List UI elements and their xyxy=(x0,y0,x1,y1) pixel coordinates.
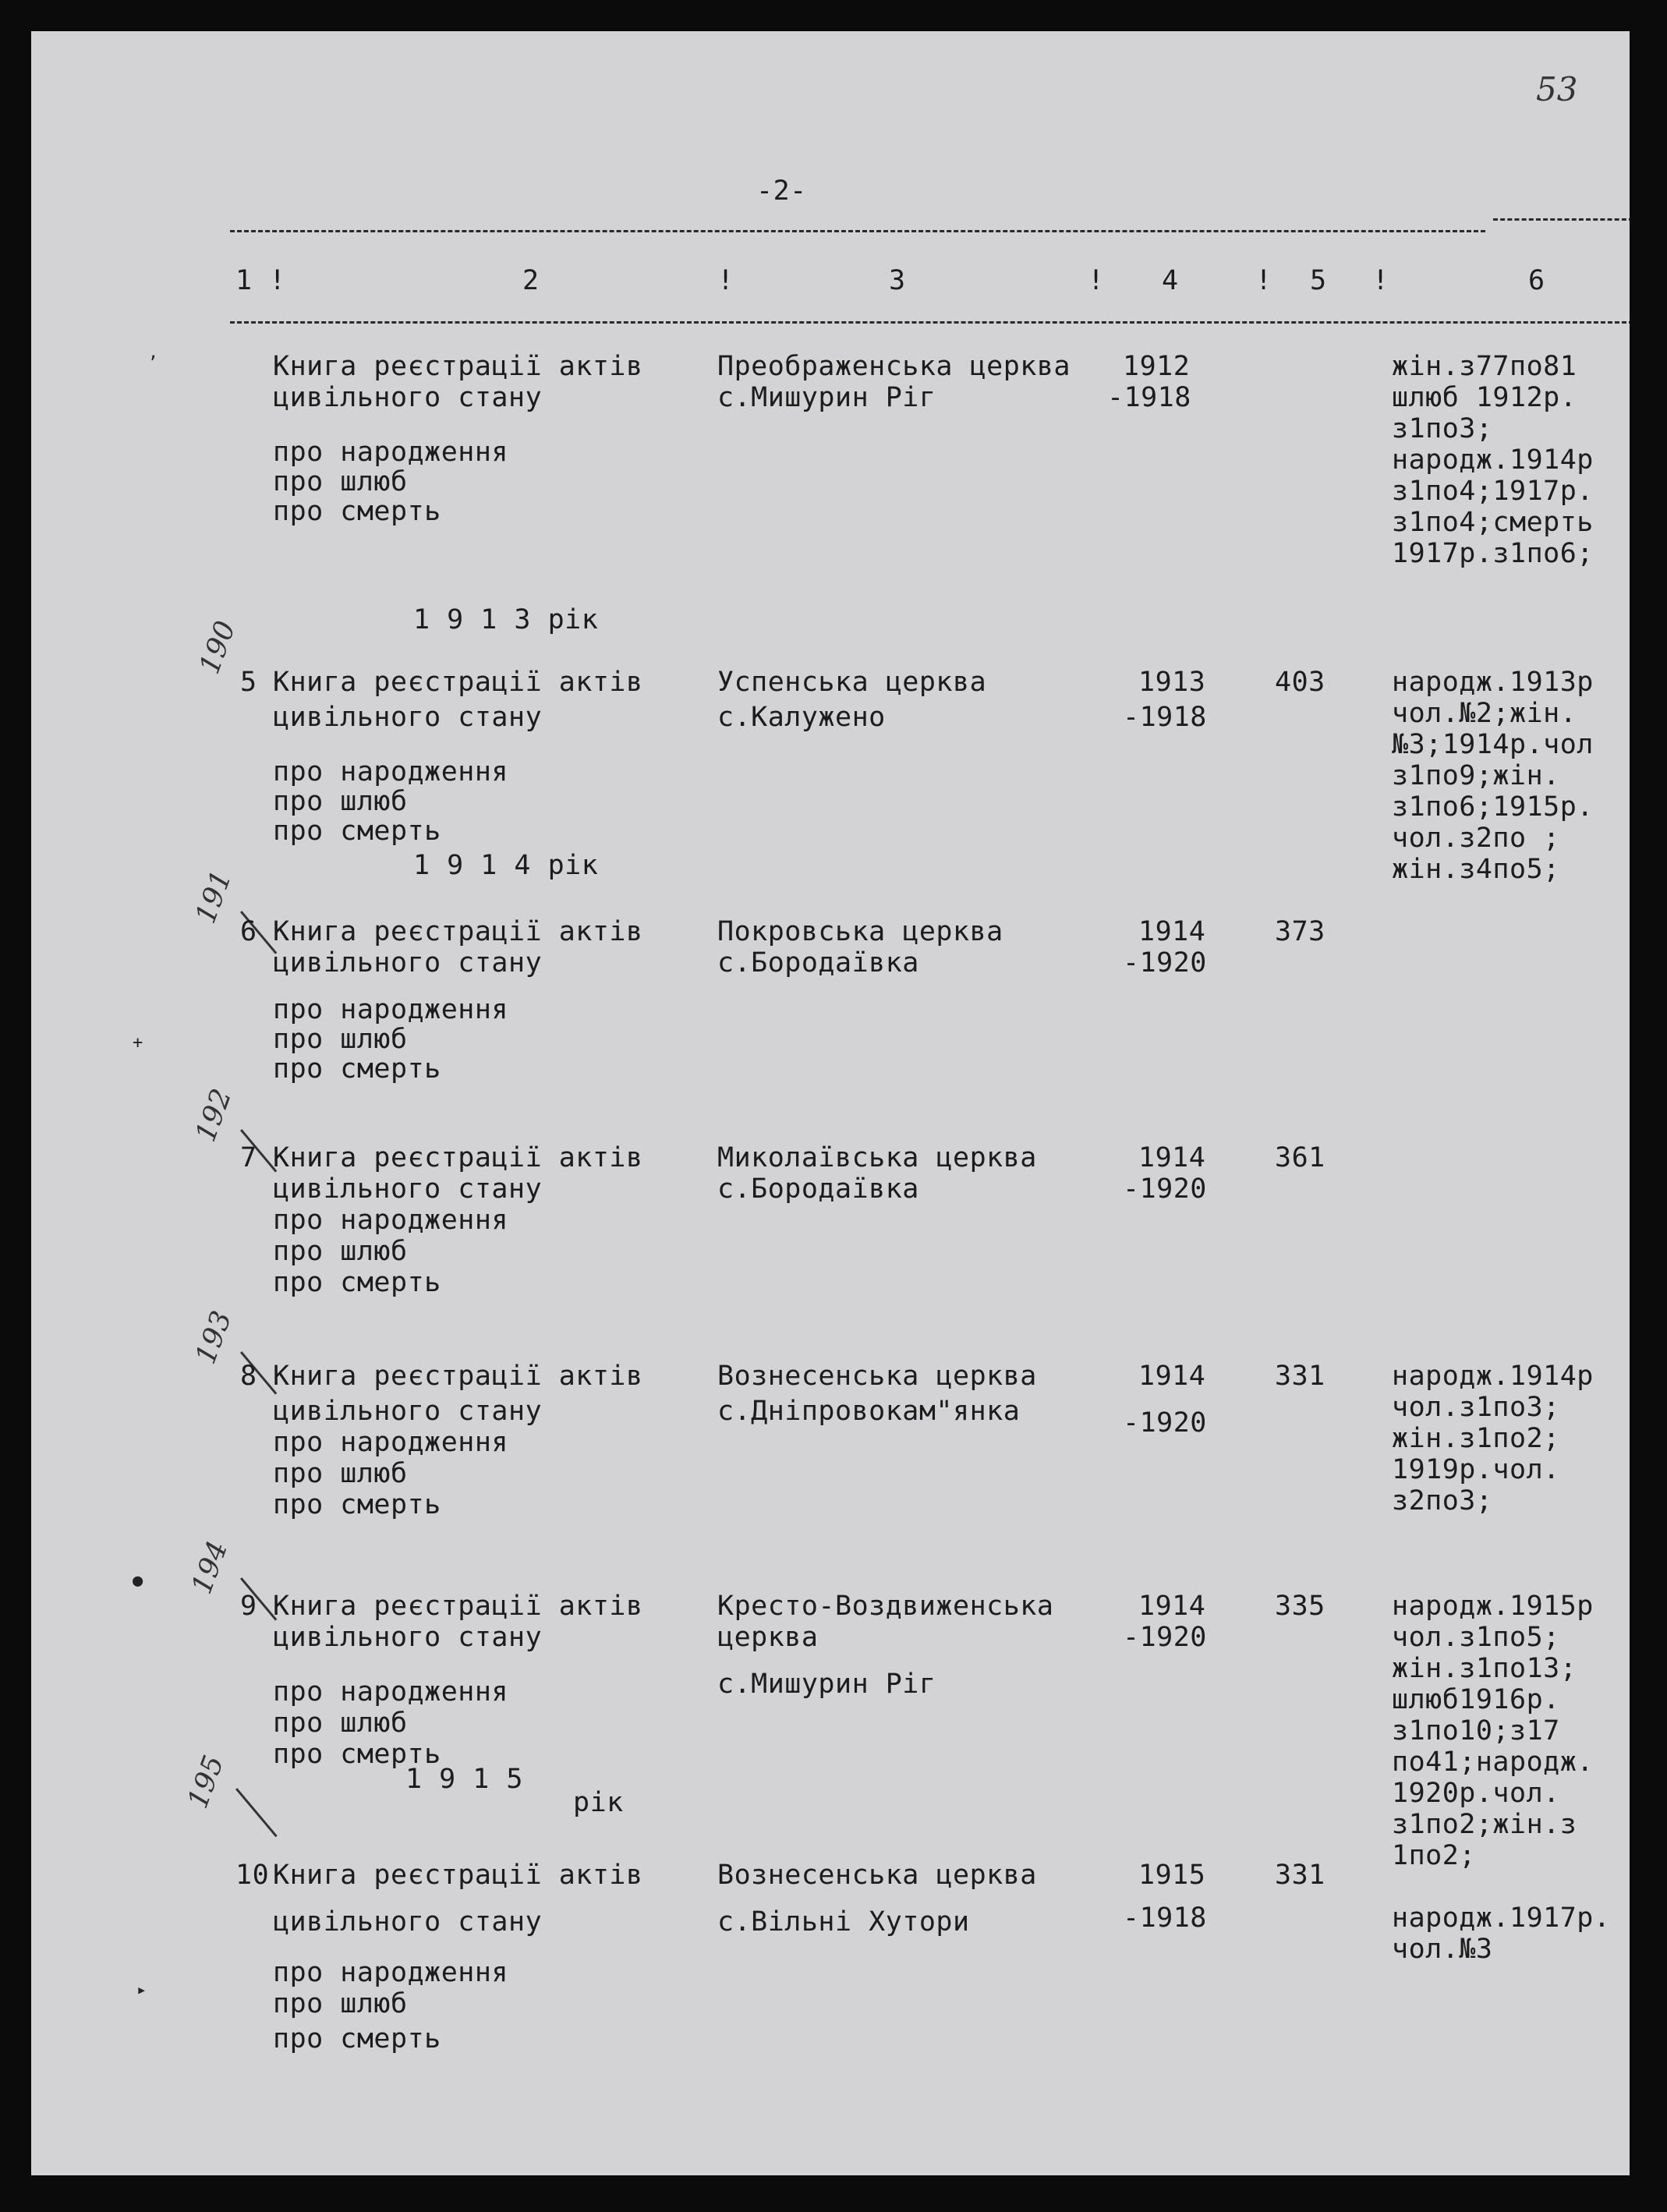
entry-date-start: 1914 xyxy=(1138,916,1206,947)
entry-title-line: Книга реєстрації актів xyxy=(273,1142,643,1173)
entry-title-line: цивільного стану xyxy=(273,947,543,979)
entry-pages: 403 xyxy=(1275,667,1325,698)
handwritten-number: 195 xyxy=(182,1751,231,1813)
entry-title-line: Книга реєстрації актів xyxy=(273,1860,643,1891)
entry-note: жін.з1по2; xyxy=(1392,1423,1560,1454)
entry-type: про смерть xyxy=(273,496,441,527)
entry-type: про смерть xyxy=(273,1267,441,1298)
entry-number: 8 xyxy=(240,1361,257,1392)
entry-note: чол.№2;жін. xyxy=(1392,698,1577,729)
margin-mark: ▸ xyxy=(136,1980,147,2000)
entry-church: Успенська церква xyxy=(717,667,987,698)
entry-church: с.Вільні Хутори xyxy=(717,1906,970,1938)
entry-note: з1по3; xyxy=(1392,413,1493,444)
header-sep-5: ! xyxy=(1372,265,1389,296)
header-col-5: 5 xyxy=(1310,265,1327,296)
entry-title-line: цивільного стану xyxy=(273,1906,543,1938)
margin-tick: , xyxy=(148,343,159,363)
entry-title-line: цивільного стану xyxy=(273,382,543,413)
entry-note: шлюб1916р. xyxy=(1392,1684,1560,1715)
year-heading-1915-word: рік xyxy=(573,1787,624,1818)
entry-note: чол.№3 xyxy=(1392,1934,1493,1965)
entry-date-start: 1914 xyxy=(1138,1591,1206,1622)
entry-type: про народження xyxy=(273,1957,509,1988)
entry-type: про шлюб xyxy=(273,1988,408,2019)
entry-church: Вознесенська церква xyxy=(717,1860,1037,1891)
entry-type: про народження xyxy=(273,1205,509,1236)
entry-church: Покровська церква xyxy=(717,916,1003,947)
header-col-1: 1 ! xyxy=(235,265,286,296)
entry-date-start: 1912 xyxy=(1123,351,1191,382)
entry-note: народж.1917р. xyxy=(1392,1902,1611,1934)
entry-type: про народження xyxy=(273,994,509,1025)
entry-pages: 331 xyxy=(1275,1361,1325,1392)
entry-church: с.Мишурин Ріг xyxy=(717,382,936,413)
header-sep-3: ! xyxy=(1088,265,1105,296)
entry-church: Вознесенська церква xyxy=(717,1361,1037,1392)
entry-title-line: цивільного стану xyxy=(273,1622,543,1653)
entry-pages: 361 xyxy=(1275,1142,1325,1173)
entry-church: с.Калужено xyxy=(717,702,886,733)
folio-number: 53 xyxy=(1536,70,1578,108)
entry-date-start: 1914 xyxy=(1138,1361,1206,1392)
entry-type: про народження xyxy=(273,756,509,787)
entry-note: з1по2;жін.з xyxy=(1392,1809,1577,1840)
top-rule xyxy=(230,230,1485,232)
entry-type: про шлюб xyxy=(273,1024,408,1055)
entry-date-end: -1918 xyxy=(1123,1902,1207,1934)
entry-note: з1по10;з17 xyxy=(1392,1715,1560,1747)
entry-note: народж.1915р xyxy=(1392,1591,1594,1622)
entry-number: 9 xyxy=(240,1591,257,1622)
entry-note: 1917р.з1по6; xyxy=(1392,538,1594,569)
entry-note: народж.1914р xyxy=(1392,444,1594,476)
entry-type: про шлюб xyxy=(273,1458,408,1489)
entry-pages: 335 xyxy=(1275,1591,1325,1622)
entry-date-end: -1918 xyxy=(1123,702,1207,733)
margin-mark: ● xyxy=(133,1571,143,1591)
entry-church: церква xyxy=(717,1622,819,1653)
entry-number: 10 xyxy=(235,1860,270,1891)
year-heading-1914: 1 9 1 4 рік xyxy=(413,850,599,881)
document-page xyxy=(31,31,1630,2175)
entry-date-start: 1915 xyxy=(1138,1860,1206,1891)
entry-type: про народження xyxy=(273,1427,509,1458)
header-sep-4: ! xyxy=(1255,265,1272,296)
handwritten-number: 190 xyxy=(193,617,242,678)
entry-note: жін.з77по81 xyxy=(1392,351,1577,382)
handwritten-slash xyxy=(235,1788,278,1837)
entry-note: 1919р.чол. xyxy=(1392,1454,1560,1485)
entry-pages: 331 xyxy=(1275,1860,1325,1891)
header-rule xyxy=(230,321,1630,324)
entry-note: шлюб 1912р. xyxy=(1392,382,1577,413)
entry-note: з1по4;1917р. xyxy=(1392,476,1594,507)
entry-church: с.Мишурин Ріг xyxy=(717,1669,936,1700)
entry-number: 7 xyxy=(240,1142,257,1173)
entry-note: народж.1914р xyxy=(1392,1361,1594,1392)
entry-note: з2по3; xyxy=(1392,1485,1493,1517)
entry-date-end: -1920 xyxy=(1123,1622,1207,1653)
margin-tick: + xyxy=(133,1033,143,1053)
entry-type: про смерть xyxy=(273,1739,441,1770)
entry-type: про смерть xyxy=(273,816,441,847)
entry-date-start: 1913 xyxy=(1138,667,1206,698)
entry-note: з1по9;жін. xyxy=(1392,760,1560,791)
entry-title-line: Книга реєстрації актів xyxy=(273,1591,643,1622)
entry-title-line: цивільного стану xyxy=(273,702,543,733)
entry-type: про шлюб xyxy=(273,466,408,497)
entry-note: 1920р.чол. xyxy=(1392,1778,1560,1809)
entry-title-line: цивільного стану xyxy=(273,1173,543,1205)
entry-church: Кресто-Воздвиженська xyxy=(717,1591,1054,1622)
entry-type: про шлюб xyxy=(273,1236,408,1267)
entry-note: №3;1914р.чол xyxy=(1392,729,1594,760)
entry-note: 1по2; xyxy=(1392,1840,1476,1871)
handwritten-number: 193 xyxy=(189,1307,239,1368)
entry-note: жін.з1по13; xyxy=(1392,1653,1577,1684)
entry-type: про шлюб xyxy=(273,786,408,817)
entry-note: народж.1913р xyxy=(1392,667,1594,698)
header-col-3: 3 xyxy=(889,265,906,296)
entry-title-line: цивільного стану xyxy=(273,1396,543,1427)
header-col-4: 4 xyxy=(1162,265,1179,296)
header-sep-2: ! xyxy=(717,265,734,296)
entry-number: 6 xyxy=(240,916,257,947)
year-heading-1915: 1 9 1 5 xyxy=(405,1764,524,1795)
header-col-2: 2 xyxy=(522,265,540,296)
page-number: -2- xyxy=(756,175,807,207)
entry-type: про смерть xyxy=(273,1053,441,1085)
entry-date-end: -1920 xyxy=(1123,947,1207,979)
entry-church: Миколаївська церква xyxy=(717,1142,1037,1173)
entry-type: про смерть xyxy=(273,2023,441,2055)
entry-title-line: Книга реєстрації актів xyxy=(273,1361,643,1392)
handwritten-number: 194 xyxy=(186,1537,235,1598)
entry-note: з1по6;1915р. xyxy=(1392,791,1594,823)
entry-date-end: -1920 xyxy=(1123,1173,1207,1205)
entry-church: Преображенська церква xyxy=(717,351,1071,382)
entry-church: с.Дніпровокам"янка xyxy=(717,1396,1021,1427)
entry-pages: 373 xyxy=(1275,916,1325,947)
entry-type: про народження xyxy=(273,1676,509,1708)
entry-note: по41;народж. xyxy=(1392,1747,1594,1778)
entry-church: с.Бородаївка xyxy=(717,1173,919,1205)
handwritten-number: 192 xyxy=(189,1085,239,1146)
entry-date-end: -1920 xyxy=(1123,1407,1207,1439)
entry-type: про смерть xyxy=(273,1489,441,1520)
header-col-6: 6 xyxy=(1528,265,1545,296)
entry-note: чол.з2по ; xyxy=(1392,823,1560,854)
entry-number: 5 xyxy=(240,667,257,698)
entry-date-start: 1914 xyxy=(1138,1142,1206,1173)
entry-type: про народження xyxy=(273,437,509,468)
entry-date-end: -1918 xyxy=(1107,382,1191,413)
entry-note: чол.з1по5; xyxy=(1392,1622,1560,1653)
handwritten-number: 191 xyxy=(189,866,239,928)
entry-church: с.Бородаївка xyxy=(717,947,919,979)
entry-title-line: Книга реєстрації актів xyxy=(273,667,643,698)
entry-type: про шлюб xyxy=(273,1708,408,1739)
top-rule-right xyxy=(1493,218,1630,221)
entry-title-line: Книга реєстрації актів xyxy=(273,351,643,382)
entry-note: з1по4;смерть xyxy=(1392,507,1594,538)
year-heading-1913: 1 9 1 3 рік xyxy=(413,604,599,635)
entry-note: чол.з1по3; xyxy=(1392,1392,1560,1423)
entry-title-line: Книга реєстрації актів xyxy=(273,916,643,947)
entry-note: жін.з4по5; xyxy=(1392,854,1560,885)
